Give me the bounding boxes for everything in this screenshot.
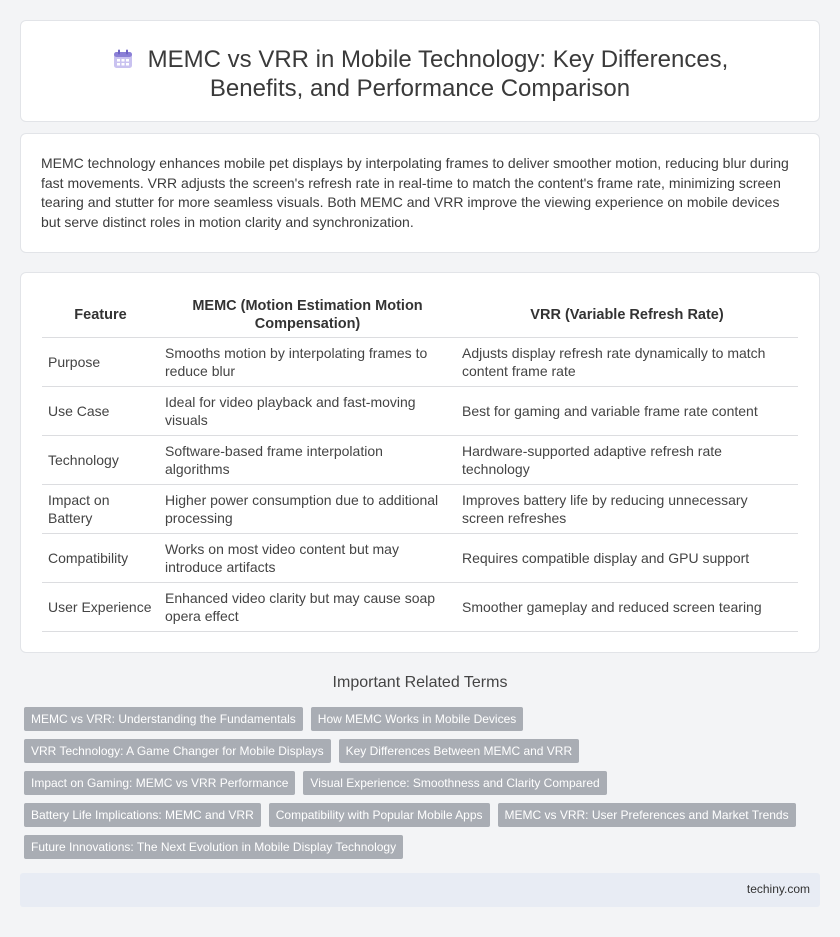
intro-card [20,133,820,253]
row-feature: Compatibility [42,534,159,583]
row-vrr: Adjusts display refresh rate dynamically to match content frame rate [456,338,798,387]
comparison-table-card [20,272,820,653]
row-feature: Purpose [42,338,159,387]
table-row [42,436,798,485]
row-memc: Smooths motion by interpolating frames to reduce blur [159,338,456,387]
related-term-tag[interactable]: VRR Technology: A Game Changer for Mobile Displays [24,739,331,763]
row-feature: Use Case [42,387,159,436]
row-feature: Impact on Battery [42,485,159,534]
page-title: MEMC vs VRR in Mobile Technology: Key Differences, Benefits, and Performance Comparison [147,46,729,102]
related-term-tag[interactable]: Future Innovations: The Next Evolution in Mobile Display Technology [24,835,403,859]
intro-paragraph: MEMC technology enhances mobile pet displays by interpolating frames to deliver smoother motion, reducing blur during fast movements. VRR adjusts the screen's refresh rate in real-time to match the content's frame rate, minimizing screen tearing and stutter for more seamless visuals. Both MEMC and VRR improve the viewing experience on mobile devices but serve distinct roles in motion clarity and synchronization. [41,155,789,230]
row-feature: Technology [42,436,159,485]
table-row [42,534,798,583]
row-feature: User Experience [42,583,159,632]
related-term-tag[interactable]: Visual Experience: Smoothness and Clarity Compared [303,771,606,795]
row-memc: Ideal for video playback and fast-moving visuals [159,387,456,436]
related-term-tag[interactable]: Impact on Gaming: MEMC vs VRR Performance [24,771,295,795]
related-term-tag[interactable]: MEMC vs VRR: Understanding the Fundamentals [24,707,303,731]
row-vrr: Improves battery life by reducing unnecessary screen refreshes [456,485,798,534]
table-row [42,485,798,534]
related-term-tag[interactable]: Key Differences Between MEMC and VRR [339,739,580,763]
table-row [42,387,798,436]
table-row [42,583,798,632]
row-memc: Enhanced video clarity but may cause soap opera effect [159,583,456,632]
table-header-row [42,293,798,338]
row-memc: Software-based frame interpolation algorithms [159,436,456,485]
row-memc: Higher power consumption due to additional processing [159,485,456,534]
row-vrr: Best for gaming and variable frame rate content [456,387,798,436]
related-term-tag[interactable]: How MEMC Works in Mobile Devices [311,707,524,731]
row-memc: Works on most video content but may introduce artifacts [159,534,456,583]
related-terms-list [24,707,816,859]
title-wrap [21,45,819,103]
related-term-tag[interactable]: Battery Life Implications: MEMC and VRR [24,803,261,827]
header-memc: MEMC (Motion Estimation Motion Compensation) [159,293,456,338]
header-feature: Feature [42,293,159,338]
row-vrr: Hardware-supported adaptive refresh rate technology [456,436,798,485]
footer-bar [20,873,820,907]
row-vrr: Smoother gameplay and reduced screen tearing [456,583,798,632]
header-card [20,20,820,122]
table-row [42,338,798,387]
related-terms-heading: Important Related Terms [332,674,508,691]
related-term-tag[interactable]: MEMC vs VRR: User Preferences and Market Trends [498,803,796,827]
comparison-table [42,293,798,632]
header-vrr: VRR (Variable Refresh Rate) [456,293,798,338]
footer-site-link[interactable]: techiny.com [746,882,810,896]
calendar-grid-icon [112,48,134,70]
row-vrr: Requires compatible display and GPU support [456,534,798,583]
related-term-tag[interactable]: Compatibility with Popular Mobile Apps [269,803,490,827]
